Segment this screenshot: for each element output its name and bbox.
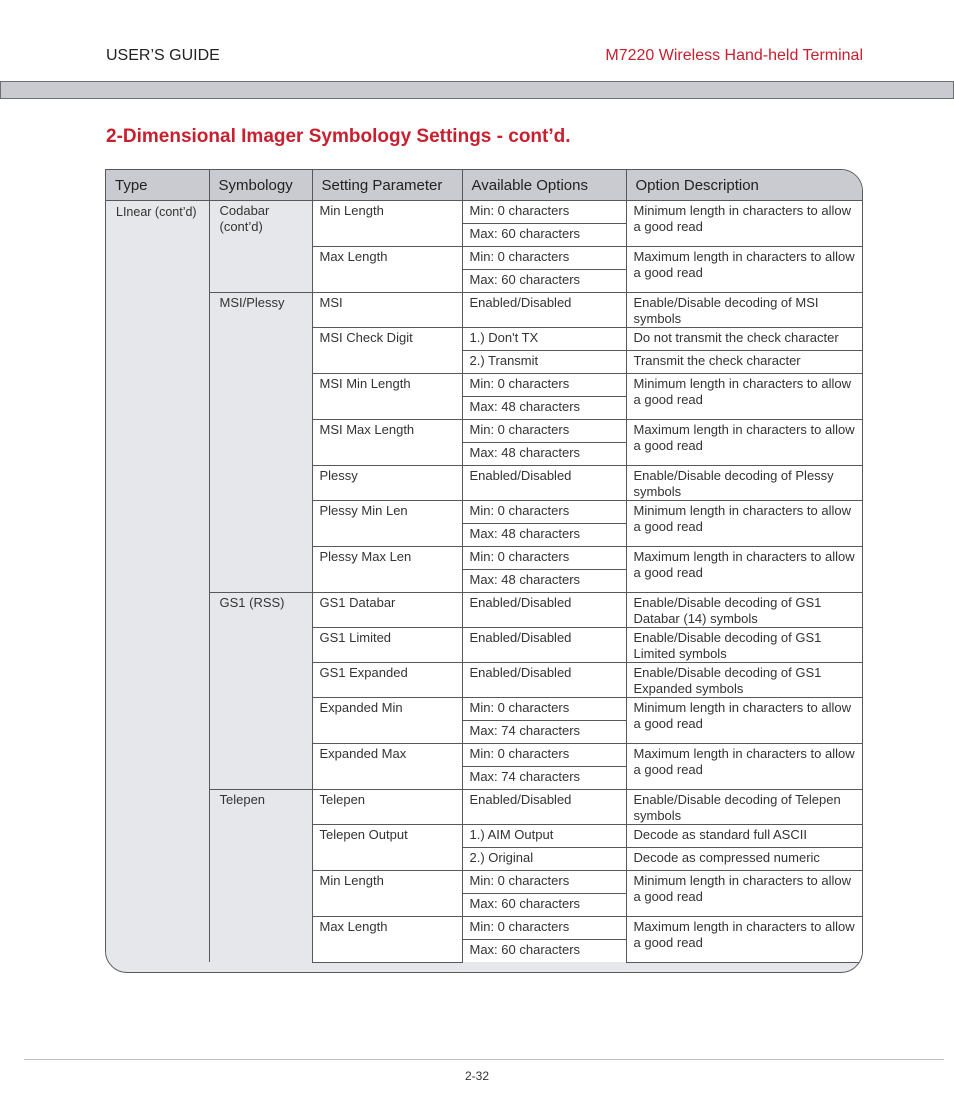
available-option-cell: Min: 0 characters	[462, 201, 626, 224]
option-description-cell: Maximum length in characters to allow a good read	[626, 917, 862, 963]
available-option-cell: Max: 60 characters	[462, 270, 626, 293]
header-band	[0, 81, 954, 99]
table-row	[106, 201, 862, 224]
available-option-cell: Min: 0 characters	[462, 420, 626, 443]
column-header-type: Type	[106, 170, 209, 201]
option-description-cell: Minimum length in characters to allow a good read	[626, 374, 862, 420]
setting-parameter-cell: GS1 Expanded	[312, 663, 462, 698]
setting-parameter-cell: MSI Min Length	[312, 374, 462, 420]
table-body	[106, 201, 862, 963]
setting-parameter-cell: GS1 Databar	[312, 593, 462, 628]
available-option-cell: Max: 48 characters	[462, 524, 626, 547]
table-row	[106, 293, 862, 328]
available-option-cell: Min: 0 characters	[462, 374, 626, 397]
option-description-cell: Minimum length in characters to allow a good read	[626, 698, 862, 744]
available-option-cell: Max: 48 characters	[462, 443, 626, 466]
option-description-cell: Enable/Disable decoding of Telepen symbols	[626, 790, 862, 825]
setting-parameter-cell: Max Length	[312, 247, 462, 293]
available-option-cell: Min: 0 characters	[462, 744, 626, 767]
type-cell: LInear (cont’d)	[106, 201, 209, 963]
available-option-cell: Enabled/Disabled	[462, 466, 626, 501]
available-option-cell: Min: 0 characters	[462, 501, 626, 524]
column-header-symbology: Symbology	[209, 170, 312, 201]
symbology-cell: Telepen	[209, 790, 312, 963]
available-option-cell: 1.) AIM Output	[462, 825, 626, 848]
symbology-cell: Codabar (cont’d)	[209, 201, 312, 293]
option-description-cell: Enable/Disable decoding of GS1 Limited symbols	[626, 628, 862, 663]
available-option-cell: Max: 74 characters	[462, 767, 626, 790]
available-option-cell: Enabled/Disabled	[462, 790, 626, 825]
available-option-cell: Max: 48 characters	[462, 397, 626, 420]
symbology-cell: GS1 (RSS)	[209, 593, 312, 790]
setting-parameter-cell: Plessy Min Len	[312, 501, 462, 547]
setting-parameter-cell: MSI	[312, 293, 462, 328]
option-description-cell: Enable/Disable decoding of GS1 Databar (14) symbols	[626, 593, 862, 628]
setting-parameter-cell: Max Length	[312, 917, 462, 963]
setting-parameter-cell: Expanded Min	[312, 698, 462, 744]
available-option-cell: Max: 48 characters	[462, 570, 626, 593]
setting-parameter-cell: Plessy	[312, 466, 462, 501]
setting-parameter-cell: Min Length	[312, 201, 462, 247]
page-number: 2-32	[464, 1069, 490, 1083]
setting-parameter-cell: MSI Check Digit	[312, 328, 462, 374]
header-product-name: M7220 Wireless Hand-held Terminal	[605, 47, 863, 64]
available-option-cell: Max: 74 characters	[462, 721, 626, 744]
symbology-cell: MSI/Plessy	[209, 293, 312, 593]
available-option-cell: Max: 60 characters	[462, 940, 626, 963]
setting-parameter-cell: GS1 Limited	[312, 628, 462, 663]
setting-parameter-cell: Min Length	[312, 871, 462, 917]
available-option-cell: Enabled/Disabled	[462, 293, 626, 328]
available-option-cell: Min: 0 characters	[462, 698, 626, 721]
option-description-cell: Enable/Disable decoding of GS1 Expanded symbols	[626, 663, 862, 698]
setting-parameter-cell: Expanded Max	[312, 744, 462, 790]
table-row	[106, 593, 862, 628]
option-description-cell: Minimum length in characters to allow a good read	[626, 871, 862, 917]
symbology-settings-table	[105, 169, 863, 973]
option-description-cell: Maximum length in characters to allow a good read	[626, 420, 862, 466]
column-header-setting-parameter: Setting Parameter	[312, 170, 462, 201]
option-description-cell: Maximum length in characters to allow a good read	[626, 744, 862, 790]
footer-divider	[24, 1059, 944, 1060]
option-description-cell: Enable/Disable decoding of Plessy symbols	[626, 466, 862, 501]
setting-parameter-cell: Telepen Output	[312, 825, 462, 871]
option-description-cell: Transmit the check character	[626, 351, 862, 374]
available-option-cell: Max: 60 characters	[462, 894, 626, 917]
column-header-available-options: Available Options	[462, 170, 626, 201]
setting-parameter-cell: Plessy Max Len	[312, 547, 462, 593]
option-description-cell: Maximum length in characters to allow a good read	[626, 247, 862, 293]
option-description-cell: Minimum length in characters to allow a good read	[626, 501, 862, 547]
setting-parameter-cell: MSI Max Length	[312, 420, 462, 466]
table-row	[106, 790, 862, 825]
option-description-cell: Do not transmit the check character	[626, 328, 862, 351]
option-description-cell: Minimum length in characters to allow a good read	[626, 201, 862, 247]
available-option-cell: 2.) Transmit	[462, 351, 626, 374]
option-description-cell: Decode as compressed numeric	[626, 848, 862, 871]
option-description-cell: Enable/Disable decoding of MSI symbols	[626, 293, 862, 328]
setting-parameter-cell: Telepen	[312, 790, 462, 825]
available-option-cell: Min: 0 characters	[462, 917, 626, 940]
header-guide-label: USER’S GUIDE	[106, 47, 220, 64]
available-option-cell: Enabled/Disabled	[462, 663, 626, 698]
option-description-cell: Decode as standard full ASCII	[626, 825, 862, 848]
option-description-cell: Maximum length in characters to allow a good read	[626, 547, 862, 593]
table-header-row	[106, 170, 862, 201]
available-option-cell: Min: 0 characters	[462, 547, 626, 570]
available-option-cell: Max: 60 characters	[462, 224, 626, 247]
available-option-cell: Min: 0 characters	[462, 871, 626, 894]
available-option-cell: Enabled/Disabled	[462, 593, 626, 628]
available-option-cell: 2.) Original	[462, 848, 626, 871]
section-title: 2-Dimensional Imager Symbology Settings - cont’d.	[106, 126, 571, 147]
available-option-cell: Enabled/Disabled	[462, 628, 626, 663]
available-option-cell: 1.) Don't TX	[462, 328, 626, 351]
available-option-cell: Min: 0 characters	[462, 247, 626, 270]
column-header-option-description: Option Description	[626, 170, 862, 201]
